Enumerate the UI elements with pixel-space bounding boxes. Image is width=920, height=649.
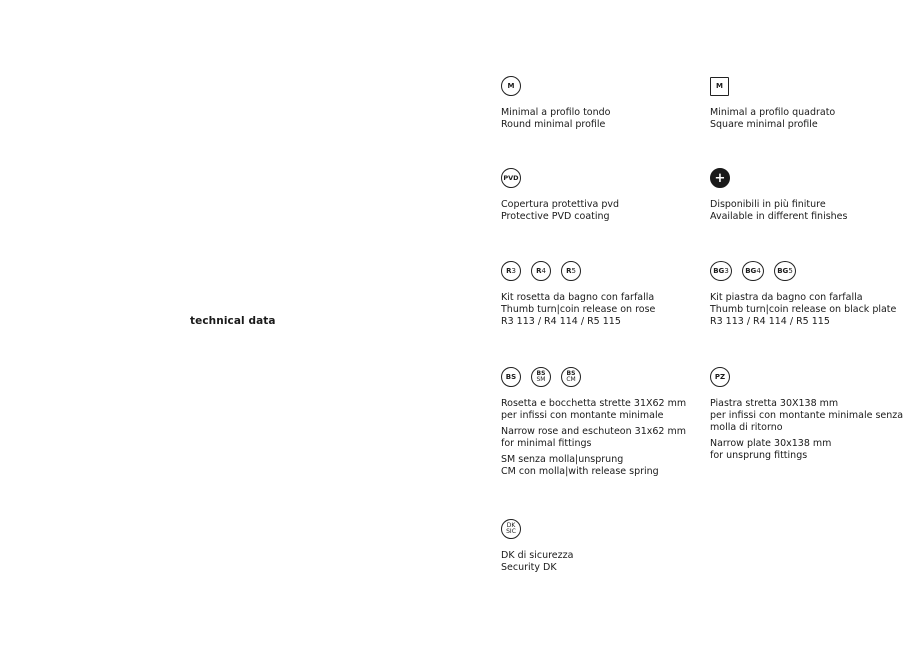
icon-row [501, 518, 701, 540]
text-line-en: Security DK [501, 562, 557, 573]
text-line-it: Kit rosetta da bagno con farfalla [501, 292, 655, 303]
feature-description [501, 550, 701, 574]
text-line-it: Minimal a profilo quadrato [710, 107, 836, 118]
feature-narrow-rose-escutcheon [501, 366, 701, 478]
bg3-icon [710, 261, 732, 281]
feature-description [710, 398, 910, 462]
bs-cm-icon [561, 367, 581, 387]
feature-square-minimal-profile [710, 75, 910, 131]
badge-label: BG [745, 266, 757, 275]
r3-icon [501, 261, 521, 281]
text-line: CM con molla|with release spring [501, 466, 659, 477]
bg5-icon [774, 261, 796, 281]
feature-description [501, 199, 701, 223]
badge-label: PVD [503, 173, 519, 182]
icon-row [501, 260, 701, 282]
badge-label: M [507, 81, 515, 90]
text-line-it: Kit piastra da bagno con farfalla [710, 292, 863, 303]
badge-label: R [536, 266, 542, 275]
text-line: for minimal fittings [501, 438, 592, 449]
badge-label: + [714, 170, 726, 186]
badge-label: R [506, 266, 512, 275]
section-title: technical data [190, 315, 276, 327]
badge-sub: SIC [506, 528, 516, 535]
text-line-codes: R3 113 / R4 114 / R5 115 [710, 316, 830, 327]
square-profile-m-icon [710, 77, 729, 96]
text-line: Narrow plate 30x138 mm [710, 438, 832, 449]
text-line: molla di ritorno [710, 422, 783, 433]
feature-description [710, 292, 910, 328]
badge-label: PZ [714, 372, 726, 381]
badge-sub: 5 [571, 266, 576, 275]
icon-row [501, 75, 701, 97]
text-line: Narrow rose and eschuteon 31x62 mm [501, 426, 686, 437]
text-line-en: Square minimal profile [710, 119, 818, 130]
icon-row [710, 260, 910, 282]
text-line-en: Thumb turn|coin release on rose [501, 304, 656, 315]
round-profile-m-icon [501, 76, 521, 96]
badge-sub: 5 [788, 266, 793, 275]
badge-sub: 3 [511, 266, 516, 275]
text-line-it: DK di sicurezza [501, 550, 574, 561]
text-line: SM senza molla|unsprung [501, 454, 624, 465]
text-line: Rosetta e bocchetta strette 31X62 mm [501, 398, 687, 409]
icon-row [710, 366, 910, 388]
badge-label: DK [506, 522, 516, 529]
badge-sub: SM [536, 376, 546, 383]
text-line-it: Copertura protettiva pvd [501, 199, 620, 210]
text-line-en: Available in different finishes [710, 211, 848, 222]
pvd-icon [501, 168, 521, 188]
feature-description [710, 107, 910, 131]
badge-sub: CM [566, 376, 576, 383]
icon-row [710, 75, 910, 97]
feature-narrow-plate [710, 366, 910, 462]
feature-description [501, 398, 701, 478]
text-line: per infissi con montante minimale senza [710, 410, 904, 421]
r4-icon [531, 261, 551, 281]
feature-security-dk [501, 518, 701, 574]
text-line-it: Minimal a profilo tondo [501, 107, 611, 118]
icon-row [501, 366, 701, 388]
feature-different-finishes [710, 167, 910, 223]
text-line: Piastra stretta 30X138 mm [710, 398, 839, 409]
badge-label: BS [505, 372, 517, 381]
badge-label: BG [777, 266, 789, 275]
feature-rose-thumb-turn [501, 260, 701, 328]
text-line-en: Protective PVD coating [501, 211, 610, 222]
feature-pvd-coating [501, 167, 701, 223]
text-line: for unsprung fittings [710, 450, 808, 461]
badge-label: BG [713, 266, 725, 275]
badge-label: BS [536, 370, 546, 377]
feature-description [501, 292, 701, 328]
text-line-en: Thumb turn|coin release on black plate [710, 304, 897, 315]
text-line-it: Disponibili in più finiture [710, 199, 826, 210]
badge-sub: 4 [541, 266, 546, 275]
plus-icon [710, 168, 730, 188]
badge-label: R [566, 266, 572, 275]
badge-label: BS [566, 370, 576, 377]
bg4-icon [742, 261, 764, 281]
feature-plate-thumb-turn [710, 260, 910, 328]
text-line-codes: R3 113 / R4 114 / R5 115 [501, 316, 621, 327]
icon-row [710, 167, 910, 189]
text-line: per infissi con montante minimale [501, 410, 664, 421]
dk-sic-icon [501, 519, 521, 539]
bs-icon [501, 367, 521, 387]
icon-row [501, 167, 701, 189]
pz-icon [710, 367, 730, 387]
text-line-en: Round minimal profile [501, 119, 606, 130]
r5-icon [561, 261, 581, 281]
badge-sub: 4 [756, 266, 761, 275]
badge-label: M [716, 81, 723, 90]
feature-round-minimal-profile [501, 75, 701, 131]
bs-sm-icon [531, 367, 551, 387]
badge-sub: 3 [724, 266, 729, 275]
feature-description [710, 199, 910, 223]
feature-description [501, 107, 701, 131]
